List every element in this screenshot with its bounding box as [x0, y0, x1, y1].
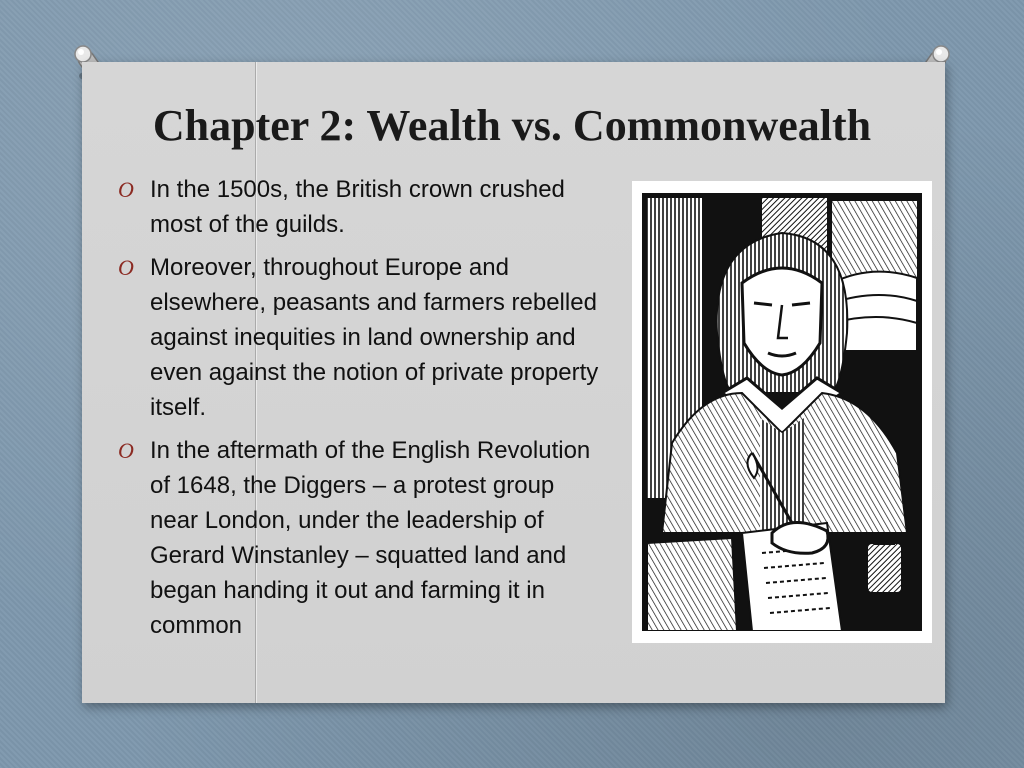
- bullet-marker-icon: O: [118, 255, 134, 280]
- woodcut-portrait-icon: [642, 193, 922, 631]
- bullet-text: Moreover, throughout Europe and elsewhere, peasants and farmers rebelled against inequities in land ownership and even against the notion of private property itself.: [150, 254, 599, 421]
- bullet-item: [118, 433, 608, 643]
- bullet-text: In the 1500s, the British crown crushed most of the guilds.: [150, 176, 565, 238]
- bullet-marker-icon: O: [118, 177, 134, 202]
- bullet-item: [118, 250, 608, 425]
- bullet-marker-icon: O: [118, 438, 134, 463]
- bullet-list: [118, 172, 608, 651]
- slide-title: Chapter 2: Wealth vs. Commonwealth: [152, 101, 872, 150]
- portrait-illustration: [632, 181, 932, 643]
- bullet-item: [118, 172, 608, 242]
- bullet-text: In the aftermath of the English Revolution of 1648, the Diggers – a protest group near London, under the leadership of Gerard Winstanley – squatted land and began handing it out and farming it in common: [150, 437, 591, 639]
